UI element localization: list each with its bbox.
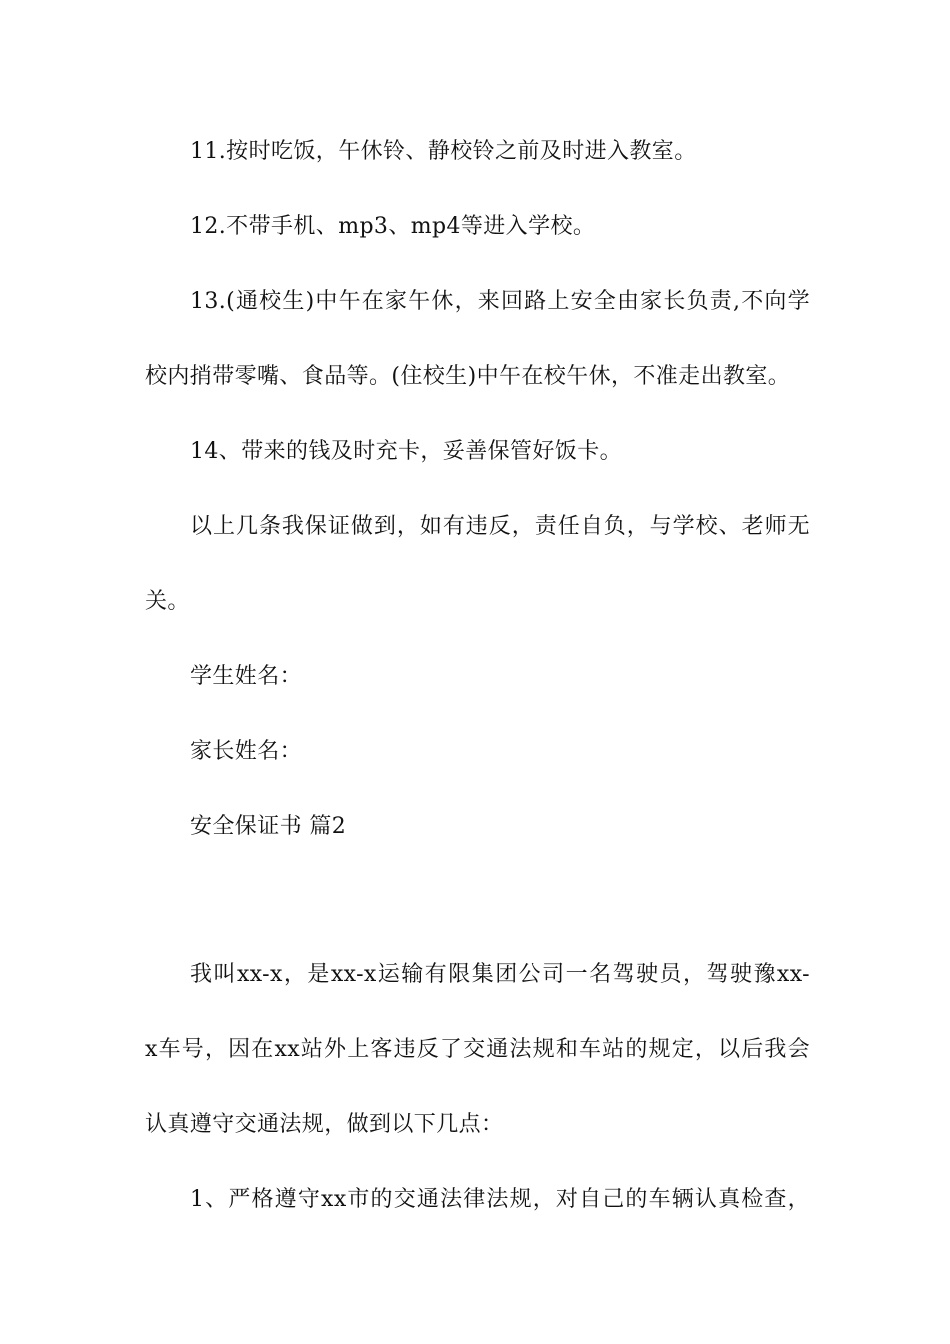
driver-point-1-line-1: 1、严格遵守xx市的交通法律法规，对自己的车辆认真检查， [190,1187,810,1212]
parent-name-label: 家长姓名： [190,739,303,764]
driver-intro-line-3: 认真遵守交通法规，做到以下几点： [145,1112,504,1137]
driver-intro-line-1: 我叫xx-x，是xx-x运输有限集团公司一名驾驶员，驾驶豫xx- [190,962,810,987]
section-title: 安全保证书 篇2 [190,814,347,839]
item-13-line-1: 13.(通校生)中午在家午休，来回路上安全由家长负责,不向学 [190,289,810,314]
student-name-label: 学生姓名： [190,664,303,689]
item-14-line-1: 14、带来的钱及时充卡，妥善保管好饭卡。 [190,439,622,464]
driver-intro-line-2: x车号，因在xx站外上客违反了交通法规和车站的规定，以后我会 [145,1037,810,1062]
guarantee-line-1: 以上几条我保证做到，如有违反，责任自负，与学校、老师无 [190,514,810,539]
item-11-line-1: 11.按时吃饭，午休铃、静校铃之前及时进入教室。 [190,139,697,164]
item-12-line-1: 12.不带手机、mp3、mp4等进入学校。 [190,214,596,239]
item-13-line-2: 校内捎带零嘴、食品等。(住校生)中午在校午休，不准走出教室。 [145,364,791,389]
guarantee-line-2: 关。 [145,589,190,614]
